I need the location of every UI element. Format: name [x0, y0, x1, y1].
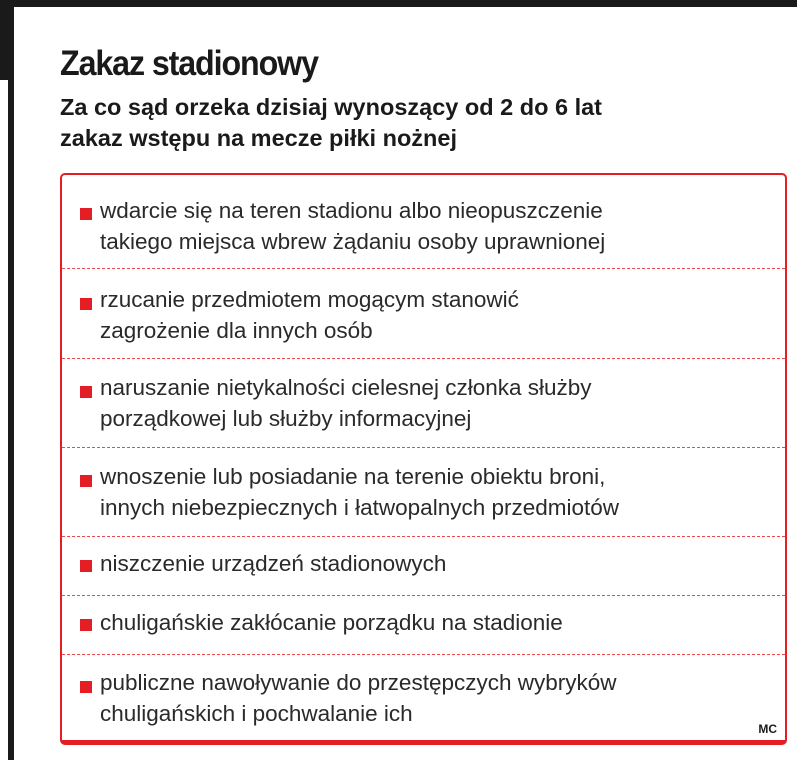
- square-bullet-icon: [80, 298, 92, 310]
- list-item-text: [100, 284, 775, 346]
- subtitle-line-1: Za co sąd orzeka dzisiaj wynoszący od 2 do 6 lat: [60, 94, 602, 120]
- list-item-text: niszczenie urządzeń stadionowych: [100, 551, 447, 576]
- list-item-line-2: takiego miejsca wbrew żądaniu osoby uprawnionej: [100, 229, 606, 254]
- author-credit: MC: [758, 722, 777, 736]
- list-item-text: [100, 195, 775, 257]
- square-bullet-icon: [80, 386, 92, 398]
- list-item-line-1: naruszanie nietykalności cielesnej członka służby: [100, 375, 592, 400]
- list-box: [60, 173, 787, 745]
- list-item-line-2: zagrożenie dla innych osób: [100, 318, 373, 343]
- subtitle-line-2: zakaz wstępu na mecze piłki nożnej: [60, 125, 458, 151]
- square-bullet-icon: [80, 208, 92, 220]
- list-item-line-2: porządkowej lub służby informacyjnej: [100, 406, 472, 431]
- list-item: [62, 268, 785, 359]
- square-bullet-icon: [80, 560, 92, 572]
- subtitle: [60, 92, 760, 154]
- list-item-line-2: innych niebezpiecznych i łatwopalnych przedmiotów: [100, 495, 620, 520]
- frame-left-border: [0, 0, 14, 80]
- frame-left-thin-border: [8, 80, 14, 760]
- list-item: [62, 595, 785, 655]
- list-item-text: [100, 461, 775, 523]
- list-item: [62, 175, 785, 269]
- square-bullet-icon: [80, 681, 92, 693]
- page-title: Zakaz stadionowy: [60, 44, 318, 83]
- square-bullet-icon: [80, 475, 92, 487]
- list-item: [62, 536, 785, 596]
- list-item-line-2: chuligańskich i pochwalanie ich: [100, 701, 413, 726]
- list-item: [62, 654, 785, 742]
- list-item-text: [100, 372, 775, 434]
- list-item-line-1: publiczne nawoływanie do przestępczych wybryków: [100, 670, 617, 695]
- list-item-line-1: wnoszenie lub posiadanie na terenie obiektu broni,: [100, 464, 606, 489]
- list-item-line-1: rzucanie przedmiotem mogącym stanowić: [100, 287, 519, 312]
- square-bullet-icon: [80, 619, 92, 631]
- list-item-line-1: wdarcie się na teren stadionu albo nieopuszczenie: [100, 198, 603, 223]
- list-item-text: [100, 667, 775, 729]
- frame-top-border: [0, 0, 797, 7]
- list-item: [62, 358, 785, 448]
- list-item: [62, 447, 785, 537]
- list-item-text: chuligańskie zakłócanie porządku na stadionie: [100, 610, 563, 635]
